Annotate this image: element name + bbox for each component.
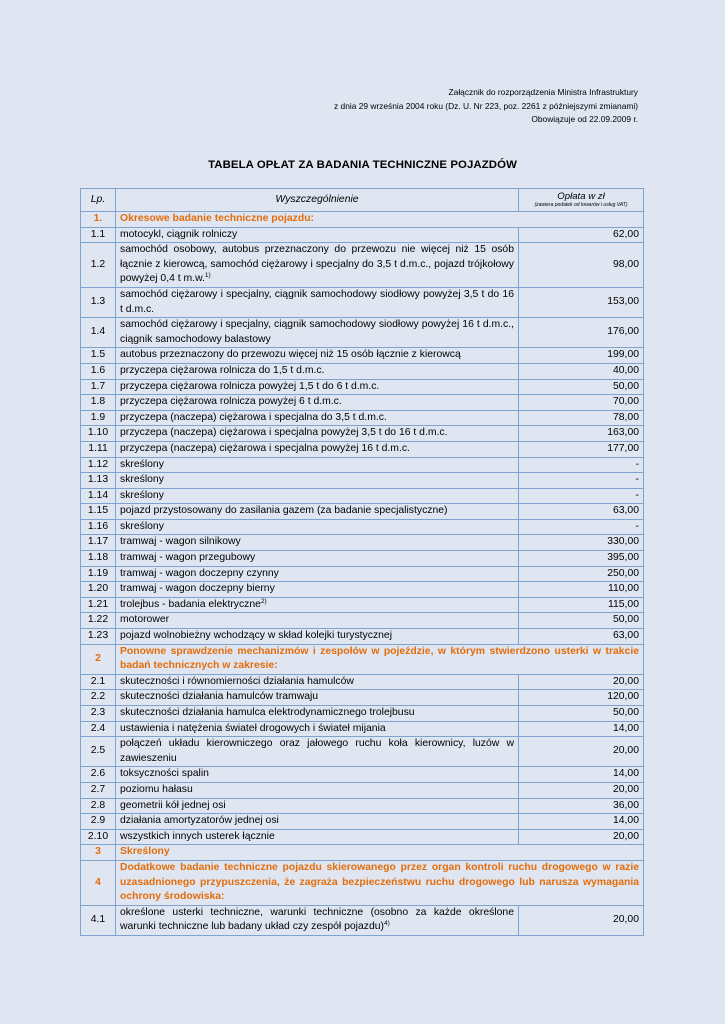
row-description-cell bbox=[116, 318, 519, 348]
row-description-cell bbox=[116, 504, 519, 520]
row-description-cell bbox=[116, 629, 519, 645]
table-row bbox=[81, 613, 644, 629]
row-description: Dodatkowe badanie techniczne pojazdu skierowanego przez organ kontroli ruchu drogowego w razie uzasadnionego przypuszczenia, że zagraża bezpieczeństwu ruchu drogowego lub narusza wymagania ochrony środowiska: bbox=[120, 861, 639, 903]
row-number: 1.1 bbox=[81, 227, 116, 243]
row-description-cell bbox=[116, 798, 519, 814]
row-fee: 50,00 bbox=[519, 613, 644, 629]
row-description-cell bbox=[116, 613, 519, 629]
row-description-cell bbox=[116, 674, 519, 690]
section-row bbox=[81, 860, 644, 905]
row-number: 2.3 bbox=[81, 706, 116, 722]
row-fee: 62,00 bbox=[519, 227, 644, 243]
row-description: samochód osobowy, autobus przeznaczony do przewozu nie więcej niż 15 osób łącznie z kierowcą, samochód ciężarowy i specjalny do 3,5 t d.m.c., pojazd trójkołowy powyżej 0,4 t m.w. bbox=[120, 244, 514, 285]
row-description: Skreślony bbox=[120, 846, 170, 858]
row-fee: 20,00 bbox=[519, 674, 644, 690]
row-description: pojazd przystosowany do zasilania gazem (za badanie specjalistyczne) bbox=[120, 505, 448, 517]
row-fee: 70,00 bbox=[519, 395, 644, 411]
row-description-cell bbox=[116, 227, 519, 243]
page-title: TABELA OPŁAT ZA BADANIA TECHNICZNE POJAZDÓW bbox=[208, 159, 517, 171]
row-description-cell bbox=[116, 737, 519, 767]
row-description: przyczepa (naczepa) ciężarowa i specjalna powyżej 3,5 t do 16 t d.m.c. bbox=[120, 427, 448, 439]
row-number: 1.18 bbox=[81, 551, 116, 567]
table-row bbox=[81, 363, 644, 379]
row-fee: 199,00 bbox=[519, 348, 644, 364]
row-fee: 63,00 bbox=[519, 504, 644, 520]
row-description-cell bbox=[116, 905, 519, 935]
row-description-cell bbox=[116, 845, 644, 861]
table-row bbox=[81, 457, 644, 473]
row-fee: 395,00 bbox=[519, 551, 644, 567]
row-fee: - bbox=[519, 519, 644, 535]
row-fee: - bbox=[519, 473, 644, 489]
table-row bbox=[81, 318, 644, 348]
table-row bbox=[81, 829, 644, 845]
column-header-lp: Lp. bbox=[81, 189, 116, 212]
row-number: 1.8 bbox=[81, 395, 116, 411]
row-number: 1.17 bbox=[81, 535, 116, 551]
row-number: 2.6 bbox=[81, 767, 116, 783]
row-description-cell bbox=[116, 829, 519, 845]
row-number: 1.12 bbox=[81, 457, 116, 473]
section-row bbox=[81, 644, 644, 674]
table-row bbox=[81, 629, 644, 645]
fee-header-note: (zawiera podatek od towarów i usług VAT) bbox=[534, 202, 628, 208]
table-row bbox=[81, 348, 644, 364]
row-number: 1.10 bbox=[81, 426, 116, 442]
table-row bbox=[81, 504, 644, 520]
row-fee: 40,00 bbox=[519, 363, 644, 379]
row-number: 1.3 bbox=[81, 287, 116, 317]
row-description: Okresowe badanie techniczne pojazdu: bbox=[120, 213, 315, 224]
row-number: 1.4 bbox=[81, 318, 116, 348]
row-description-cell bbox=[116, 287, 519, 317]
row-description: tramwaj - wagon doczepny czynny bbox=[120, 567, 279, 579]
row-description: połączeń układu kierowniczego oraz jałowego ruchu koła kierownicy, luzów w zawieszeniu bbox=[120, 738, 514, 764]
footnote-marker: 2) bbox=[260, 597, 267, 605]
row-description: trolejbus - badania elektryczne bbox=[120, 598, 261, 610]
row-fee: 153,00 bbox=[519, 287, 644, 317]
row-description-cell bbox=[116, 395, 519, 411]
row-description: motocykl, ciągnik rolniczy bbox=[120, 228, 238, 240]
fee-header-label: Opłata w zł bbox=[557, 191, 605, 202]
header-line-effective: Obowiązuje od 22.09.2009 r. bbox=[531, 114, 638, 125]
row-description: skreślony bbox=[120, 458, 164, 470]
footnote-marker: 1) bbox=[204, 272, 211, 280]
table-row bbox=[81, 582, 644, 598]
table-row bbox=[81, 551, 644, 567]
row-number: 1.13 bbox=[81, 473, 116, 489]
row-number: 2.4 bbox=[81, 721, 116, 737]
row-description: toksyczności spalin bbox=[120, 768, 209, 780]
row-fee: 110,00 bbox=[519, 582, 644, 598]
table-row bbox=[81, 535, 644, 551]
table-row bbox=[81, 798, 644, 814]
section-row bbox=[81, 845, 644, 861]
table-row bbox=[81, 379, 644, 395]
row-number: 1. bbox=[81, 212, 116, 228]
table-row bbox=[81, 721, 644, 737]
table-row bbox=[81, 814, 644, 830]
table-header-row bbox=[81, 189, 644, 212]
row-description: motorower bbox=[120, 614, 170, 626]
row-description-cell bbox=[116, 644, 644, 674]
row-fee: 250,00 bbox=[519, 566, 644, 582]
row-fee: 120,00 bbox=[519, 690, 644, 706]
row-description: działania amortyzatorów jednej osi bbox=[120, 815, 279, 827]
row-description-cell bbox=[116, 212, 644, 228]
row-number: 1.6 bbox=[81, 363, 116, 379]
table-row bbox=[81, 395, 644, 411]
row-description-cell bbox=[116, 535, 519, 551]
row-description-cell bbox=[116, 363, 519, 379]
row-fee: 14,00 bbox=[519, 767, 644, 783]
table-row bbox=[81, 426, 644, 442]
row-description: przyczepa ciężarowa rolnicza powyżej 1,5 t do 6 t d.m.c. bbox=[120, 380, 380, 392]
table-row bbox=[81, 782, 644, 798]
row-number: 1.7 bbox=[81, 379, 116, 395]
row-number: 1.9 bbox=[81, 410, 116, 426]
row-description: skuteczności działania hamulców tramwaju bbox=[120, 691, 319, 703]
row-description-cell bbox=[116, 379, 519, 395]
row-fee: 14,00 bbox=[519, 814, 644, 830]
row-fee: 63,00 bbox=[519, 629, 644, 645]
row-number: 1.19 bbox=[81, 566, 116, 582]
row-number: 4.1 bbox=[81, 905, 116, 935]
row-description: tramwaj - wagon przegubowy bbox=[120, 552, 256, 564]
column-header-description: Wyszczególnienie bbox=[116, 189, 519, 212]
row-number: 1.23 bbox=[81, 629, 116, 645]
row-fee: 20,00 bbox=[519, 829, 644, 845]
row-fee: 50,00 bbox=[519, 379, 644, 395]
row-number: 1.2 bbox=[81, 243, 116, 288]
table-row bbox=[81, 227, 644, 243]
row-number: 2.1 bbox=[81, 674, 116, 690]
table-row bbox=[81, 243, 644, 288]
row-description-cell bbox=[116, 566, 519, 582]
row-description-cell bbox=[116, 410, 519, 426]
table-row bbox=[81, 706, 644, 722]
row-description-cell bbox=[116, 348, 519, 364]
row-description: Ponowne sprawdzenie mechanizmów i zespołów w pojeździe, w którym stwierdzono usterki w trakcie badań technicznych w zakresie: bbox=[120, 645, 639, 672]
row-fee: 20,00 bbox=[519, 782, 644, 798]
footnote-marker: 4) bbox=[383, 920, 390, 928]
row-fee: 78,00 bbox=[519, 410, 644, 426]
row-description: poziomu hałasu bbox=[120, 783, 193, 795]
row-number: 1.11 bbox=[81, 441, 116, 457]
table-row bbox=[81, 690, 644, 706]
row-description-cell bbox=[116, 426, 519, 442]
row-number: 3 bbox=[81, 845, 116, 861]
row-number: 2.8 bbox=[81, 798, 116, 814]
fee-table bbox=[80, 188, 644, 936]
table-body bbox=[81, 212, 644, 936]
row-fee: 163,00 bbox=[519, 426, 644, 442]
row-description: ustawienia i natężenia świateł drogowych i świateł mijania bbox=[120, 722, 386, 734]
table-row bbox=[81, 767, 644, 783]
table-row bbox=[81, 597, 644, 613]
row-number: 1.15 bbox=[81, 504, 116, 520]
table-row bbox=[81, 441, 644, 457]
table-row bbox=[81, 410, 644, 426]
row-number: 1.16 bbox=[81, 519, 116, 535]
row-number: 1.5 bbox=[81, 348, 116, 364]
table-row bbox=[81, 674, 644, 690]
table-row bbox=[81, 488, 644, 504]
row-fee: 176,00 bbox=[519, 318, 644, 348]
row-description: samochód ciężarowy i specjalny, ciągnik samochodowy siodłowy powyżej 3,5 t do 16 t d.m.c. bbox=[120, 288, 514, 315]
document-header bbox=[334, 86, 638, 127]
row-number: 1.21 bbox=[81, 597, 116, 613]
row-description-cell bbox=[116, 519, 519, 535]
row-description: określone usterki techniczne, warunki techniczne (osobno za każde określone warunki techniczne lub badany układ czy zespół pojazdu) bbox=[120, 906, 514, 933]
row-description-cell bbox=[116, 814, 519, 830]
row-description-cell bbox=[116, 706, 519, 722]
row-description: wszystkich innych usterek łącznie bbox=[120, 830, 275, 842]
row-description: przyczepa (naczepa) ciężarowa i specjalna powyżej 16 t d.m.c. bbox=[120, 442, 410, 454]
row-description: skreślony bbox=[120, 474, 164, 486]
row-description: tramwaj - wagon doczepny bierny bbox=[120, 583, 275, 595]
row-description-cell bbox=[116, 690, 519, 706]
row-description: skreślony bbox=[120, 520, 164, 532]
row-number: 1.20 bbox=[81, 582, 116, 598]
row-description-cell bbox=[116, 488, 519, 504]
table-row bbox=[81, 566, 644, 582]
row-fee: 330,00 bbox=[519, 535, 644, 551]
row-number: 2.7 bbox=[81, 782, 116, 798]
row-description-cell bbox=[116, 767, 519, 783]
row-number: 4 bbox=[81, 860, 116, 905]
table-row bbox=[81, 519, 644, 535]
row-fee: 177,00 bbox=[519, 441, 644, 457]
row-description-cell bbox=[116, 473, 519, 489]
row-number: 2.10 bbox=[81, 829, 116, 845]
row-description: geometrii kół jednej osi bbox=[120, 799, 226, 811]
row-number: 2 bbox=[81, 644, 116, 674]
header-line-date: z dnia 29 września 2004 roku (Dz. U. Nr 223, poz. 2261 z późniejszymi zmianami) bbox=[334, 100, 638, 111]
row-description: tramwaj - wagon silnikowy bbox=[120, 536, 241, 548]
row-description-cell bbox=[116, 582, 519, 598]
section-row bbox=[81, 212, 644, 228]
row-description: przyczepa (naczepa) ciężarowa i specjalna do 3,5 t d.m.c. bbox=[120, 411, 387, 423]
row-fee: 20,00 bbox=[519, 905, 644, 935]
header-line-regulation: Załącznik do rozporządzenia Ministra Infrastruktury bbox=[448, 87, 638, 97]
row-description: pojazd wolnobieżny wchodzący w skład kolejki turystycznej bbox=[120, 630, 393, 642]
table-row bbox=[81, 287, 644, 317]
row-description-cell bbox=[116, 457, 519, 473]
row-description: przyczepa ciężarowa rolnicza do 1,5 t d.m.c. bbox=[120, 364, 325, 376]
row-number: 2.2 bbox=[81, 690, 116, 706]
row-description-cell bbox=[116, 597, 519, 613]
row-fee: - bbox=[519, 488, 644, 504]
row-number: 2.5 bbox=[81, 737, 116, 767]
row-description: skuteczności i równomierności działania hamulców bbox=[120, 675, 354, 687]
row-fee: - bbox=[519, 457, 644, 473]
row-fee: 36,00 bbox=[519, 798, 644, 814]
row-description: skuteczności działania hamulca elektrodynamicznego trolejbusu bbox=[120, 707, 415, 718]
row-description: przyczepa ciężarowa rolnicza powyżej 6 t d.m.c. bbox=[120, 396, 342, 408]
row-fee: 98,00 bbox=[519, 243, 644, 288]
row-description-cell bbox=[116, 441, 519, 457]
row-fee: 115,00 bbox=[519, 597, 644, 613]
table-row bbox=[81, 473, 644, 489]
row-description-cell bbox=[116, 782, 519, 798]
row-number: 1.14 bbox=[81, 488, 116, 504]
row-description: skreślony bbox=[120, 489, 164, 501]
row-fee: 20,00 bbox=[519, 737, 644, 767]
row-description: samochód ciężarowy i specjalny, ciągnik samochodowy siodłowy powyżej 16 t d.m.c., ciągnik samochodowy balastowy bbox=[120, 319, 514, 345]
table-row bbox=[81, 737, 644, 767]
row-description-cell bbox=[116, 243, 519, 288]
row-number: 2.9 bbox=[81, 814, 116, 830]
row-description-cell bbox=[116, 551, 519, 567]
row-fee: 14,00 bbox=[519, 721, 644, 737]
row-number: 1.22 bbox=[81, 613, 116, 629]
row-description-cell bbox=[116, 721, 519, 737]
table-row bbox=[81, 905, 644, 935]
row-description-cell bbox=[116, 860, 644, 905]
row-fee: 50,00 bbox=[519, 706, 644, 722]
column-header-fee bbox=[519, 189, 644, 212]
row-description: autobus przeznaczony do przewozu więcej niż 15 osób łącznie z kierowcą bbox=[120, 349, 461, 361]
